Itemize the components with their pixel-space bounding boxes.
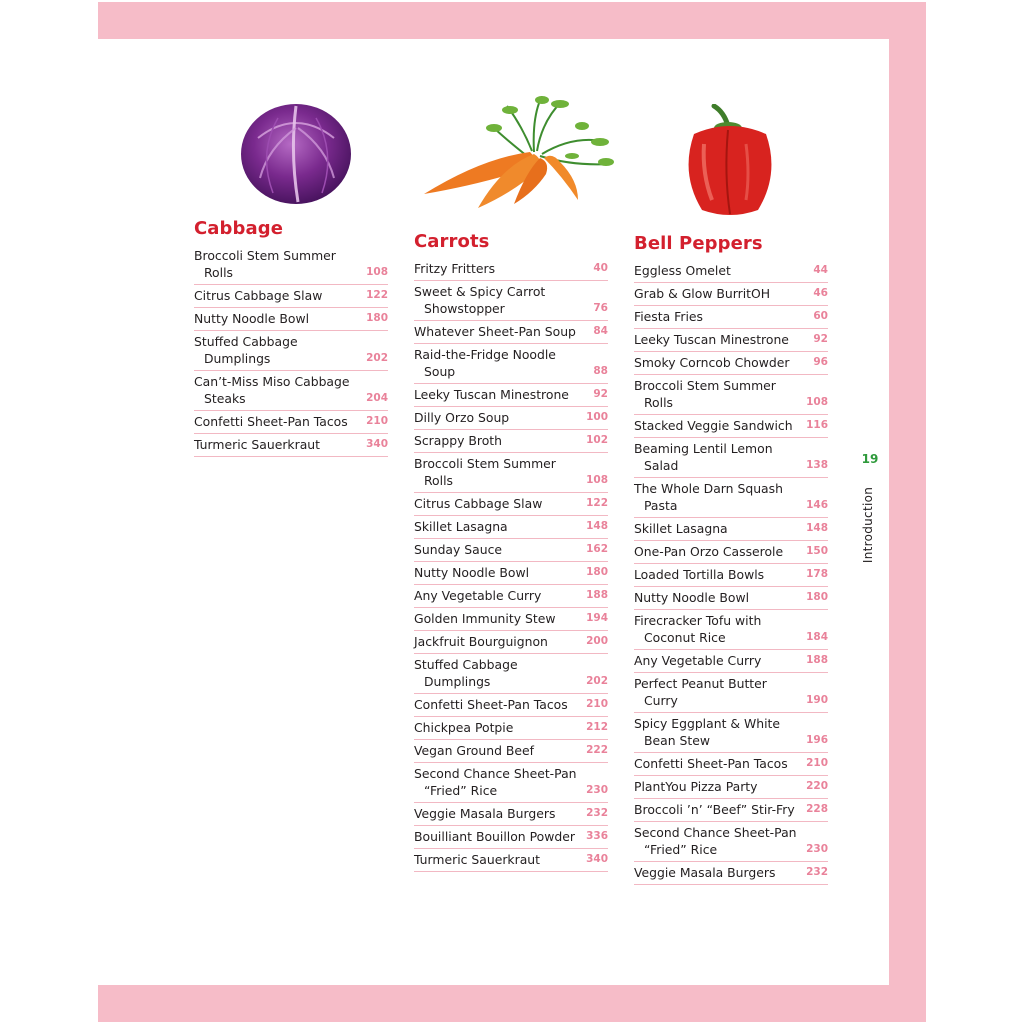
- recipe-name: Beaming Lentil Lemon Salad: [634, 441, 773, 473]
- recipe-page-number: 210: [366, 415, 388, 427]
- recipe-entry: [414, 826, 608, 849]
- recipe-name: Spicy Eggplant & White Bean Stew: [634, 716, 780, 748]
- recipe-page-number: 188: [806, 654, 828, 666]
- recipe-name: Confetti Sheet-Pan Tacos: [634, 756, 788, 771]
- recipe-page-number: 88: [593, 365, 608, 377]
- recipe-page-number: 178: [806, 568, 828, 580]
- recipe-entry: [634, 260, 828, 283]
- recipe-name: Scrappy Broth: [414, 433, 502, 448]
- recipe-page-number: 194: [586, 612, 608, 624]
- recipe-name: Jackfruit Bourguignon: [414, 634, 548, 649]
- recipe-name: Any Vegetable Curry: [634, 653, 762, 668]
- recipe-page-number: 46: [813, 287, 828, 299]
- recipe-entry: [634, 329, 828, 352]
- recipe-page-number: 232: [806, 866, 828, 878]
- recipe-entry: [414, 384, 608, 407]
- recipe-name: Can’t-Miss Miso Cabbage Steaks: [194, 374, 350, 406]
- recipe-name: Golden Immunity Stew: [414, 611, 556, 626]
- red-bell-pepper-icon: [684, 104, 776, 216]
- recipe-page-number: 148: [586, 520, 608, 532]
- recipe-name: Leeky Tuscan Minestrone: [634, 332, 789, 347]
- column-heading: Carrots: [414, 231, 490, 252]
- recipe-name: Sweet & Spicy Carrot Showstopper: [414, 284, 546, 316]
- recipe-page-number: 190: [806, 694, 828, 706]
- recipe-name: Stuffed Cabbage Dumplings: [194, 334, 298, 366]
- recipe-page-number: 220: [806, 780, 828, 792]
- recipe-name: Broccoli Stem Summer Rolls: [414, 456, 556, 488]
- recipe-entry: [634, 352, 828, 375]
- recipe-name: Sunday Sauce: [414, 542, 503, 557]
- recipe-entry: [414, 430, 608, 453]
- section-label: Introduction: [861, 486, 875, 564]
- recipe-name: Nutty Noodle Bowl: [414, 565, 530, 580]
- recipe-entry: [634, 822, 828, 862]
- carrots-column: [414, 231, 608, 872]
- recipe-name: Firecracker Tofu with Coconut Rice: [634, 613, 762, 645]
- recipe-page-number: 340: [366, 438, 388, 450]
- recipe-page-number: 210: [806, 757, 828, 769]
- recipe-name: Smoky Corncob Chowder: [634, 355, 790, 370]
- recipe-name: Raid-the-Fridge Noodle Soup: [414, 347, 556, 379]
- recipe-entry: [194, 285, 388, 308]
- recipe-page-number: 40: [593, 262, 608, 274]
- recipe-name: Confetti Sheet-Pan Tacos: [414, 697, 568, 712]
- recipe-name: Turmeric Sauerkraut: [194, 437, 320, 452]
- recipe-entry: [194, 331, 388, 371]
- recipe-page-number: 180: [806, 591, 828, 603]
- recipe-page-number: 204: [366, 392, 388, 404]
- recipe-name: Fiesta Fries: [634, 309, 703, 324]
- recipe-entry: [414, 608, 608, 631]
- recipe-name: Turmeric Sauerkraut: [414, 852, 540, 867]
- recipe-entry: [414, 407, 608, 430]
- recipe-name: Confetti Sheet-Pan Tacos: [194, 414, 348, 429]
- recipe-page-number: 196: [806, 734, 828, 746]
- recipe-name: Vegan Ground Beef: [414, 743, 535, 758]
- recipe-page-number: 202: [366, 352, 388, 364]
- recipe-entry: [634, 541, 828, 564]
- recipe-entry: [634, 587, 828, 610]
- recipe-entry: [634, 438, 828, 478]
- cabbage-column: [194, 218, 388, 457]
- recipe-name: Broccoli Stem Summer Rolls: [634, 378, 776, 410]
- recipe-entry: [634, 518, 828, 541]
- recipe-page-number: 92: [593, 388, 608, 400]
- recipe-page-number: 184: [806, 631, 828, 643]
- recipe-entry: [634, 283, 828, 306]
- recipe-entry: [414, 740, 608, 763]
- recipe-page-number: 200: [586, 635, 608, 647]
- recipe-name: Stuffed Cabbage Dumplings: [414, 657, 518, 689]
- recipe-entry: [414, 344, 608, 384]
- recipe-name: Whatever Sheet-Pan Soup: [414, 324, 576, 339]
- recipe-page-number: 100: [586, 411, 608, 423]
- recipe-entry: [414, 803, 608, 826]
- recipe-entry: [194, 371, 388, 411]
- recipe-page-number: 230: [806, 843, 828, 855]
- recipe-name: Veggie Masala Burgers: [634, 865, 776, 880]
- recipe-page-number: 84: [593, 325, 608, 337]
- recipe-name: One-Pan Orzo Casserole: [634, 544, 784, 559]
- recipe-name: Bouilliant Bouillon Powder: [414, 829, 575, 844]
- recipe-page-number: 122: [586, 497, 608, 509]
- recipe-page-number: 148: [806, 522, 828, 534]
- recipe-entry: [414, 562, 608, 585]
- recipe-page-number: 230: [586, 784, 608, 796]
- recipe-page-number: 108: [586, 474, 608, 486]
- recipe-name: Broccoli Stem Summer Rolls: [194, 248, 336, 280]
- bell-peppers-column: [634, 233, 828, 885]
- recipe-page-number: 76: [593, 302, 608, 314]
- recipe-entry: [634, 415, 828, 438]
- recipe-entry: [634, 610, 828, 650]
- recipe-page-number: 336: [586, 830, 608, 842]
- recipe-page-number: 138: [806, 459, 828, 471]
- recipe-entry: [414, 281, 608, 321]
- recipe-name: Nutty Noodle Bowl: [194, 311, 310, 326]
- recipe-entry: [634, 799, 828, 822]
- recipe-entry: [414, 717, 608, 740]
- recipe-name: Perfect Peanut Butter Curry: [634, 676, 767, 708]
- recipe-page-number: 122: [366, 289, 388, 301]
- recipe-name: Skillet Lasagna: [414, 519, 508, 534]
- column-heading: Cabbage: [194, 218, 284, 239]
- recipe-entry: [634, 650, 828, 673]
- recipe-name: Veggie Masala Burgers: [414, 806, 556, 821]
- recipe-name: Stacked Veggie Sandwich: [634, 418, 793, 433]
- recipe-entry: [414, 493, 608, 516]
- recipe-name: Chickpea Potpie: [414, 720, 514, 735]
- recipe-entry: [414, 321, 608, 344]
- recipe-page-number: 340: [586, 853, 608, 865]
- recipe-page-number: 44: [813, 264, 828, 276]
- recipe-entry: [414, 849, 608, 872]
- recipe-name: Grab & Glow BurritOH: [634, 286, 771, 301]
- red-cabbage-icon: [238, 98, 354, 206]
- recipe-entry: [634, 673, 828, 713]
- recipe-name: Any Vegetable Curry: [414, 588, 542, 603]
- carrots-icon: [422, 96, 614, 212]
- recipe-name: Second Chance Sheet-Pan “Fried” Rice: [414, 766, 577, 798]
- recipe-entry: [634, 753, 828, 776]
- recipe-name: The Whole Darn Squash Pasta: [634, 481, 783, 513]
- recipe-entry: [634, 713, 828, 753]
- recipe-entry: [634, 375, 828, 415]
- recipe-page-number: 232: [586, 807, 608, 819]
- recipe-entry: [194, 411, 388, 434]
- recipe-page-number: 210: [586, 698, 608, 710]
- recipe-entry: [414, 763, 608, 803]
- recipe-name: Fritzy Fritters: [414, 261, 496, 276]
- recipe-name: PlantYou Pizza Party: [634, 779, 758, 794]
- recipe-name: Leeky Tuscan Minestrone: [414, 387, 569, 402]
- recipe-name: Loaded Tortilla Bowls: [634, 567, 765, 582]
- recipe-name: Eggless Omelet: [634, 263, 731, 278]
- recipe-entry: [194, 434, 388, 457]
- recipe-entry: [634, 306, 828, 329]
- recipe-page-number: 96: [813, 356, 828, 368]
- recipe-name: Skillet Lasagna: [634, 521, 728, 536]
- recipe-entry: [414, 694, 608, 717]
- recipe-page-number: 92: [813, 333, 828, 345]
- recipe-name: Broccoli ’n’ “Beef” Stir-Fry: [634, 802, 795, 817]
- recipe-page-number: 146: [806, 499, 828, 511]
- recipe-entry: [634, 564, 828, 587]
- recipe-page-number: 116: [806, 419, 828, 431]
- recipe-page-number: 180: [586, 566, 608, 578]
- recipe-entry: [414, 654, 608, 694]
- recipe-entry: [414, 516, 608, 539]
- recipe-page-number: 212: [586, 721, 608, 733]
- recipe-name: Dilly Orzo Soup: [414, 410, 510, 425]
- recipe-page-number: 150: [806, 545, 828, 557]
- recipe-name: Second Chance Sheet-Pan “Fried” Rice: [634, 825, 797, 857]
- recipe-entry: [414, 585, 608, 608]
- recipe-entry: [634, 862, 828, 885]
- recipe-entry: [634, 478, 828, 518]
- recipe-page-number: 108: [806, 396, 828, 408]
- recipe-name: Nutty Noodle Bowl: [634, 590, 750, 605]
- recipe-page-number: 180: [366, 312, 388, 324]
- recipe-page-number: 60: [813, 310, 828, 322]
- recipe-page-number: 202: [586, 675, 608, 687]
- recipe-entry: [414, 258, 608, 281]
- recipe-page-number: 162: [586, 543, 608, 555]
- recipe-entry: [634, 776, 828, 799]
- recipe-page-number: 228: [806, 803, 828, 815]
- recipe-page-number: 188: [586, 589, 608, 601]
- recipe-page-number: 222: [586, 744, 608, 756]
- column-heading: Bell Peppers: [634, 233, 763, 254]
- recipe-name: Citrus Cabbage Slaw: [194, 288, 323, 303]
- recipe-entry: [414, 453, 608, 493]
- recipe-entry: [414, 631, 608, 654]
- recipe-entry: [194, 245, 388, 285]
- recipe-name: Citrus Cabbage Slaw: [414, 496, 543, 511]
- page-number: 19: [861, 452, 879, 466]
- recipe-page-number: 102: [586, 434, 608, 446]
- recipe-page-number: 108: [366, 266, 388, 278]
- recipe-entry: [414, 539, 608, 562]
- recipe-entry: [194, 308, 388, 331]
